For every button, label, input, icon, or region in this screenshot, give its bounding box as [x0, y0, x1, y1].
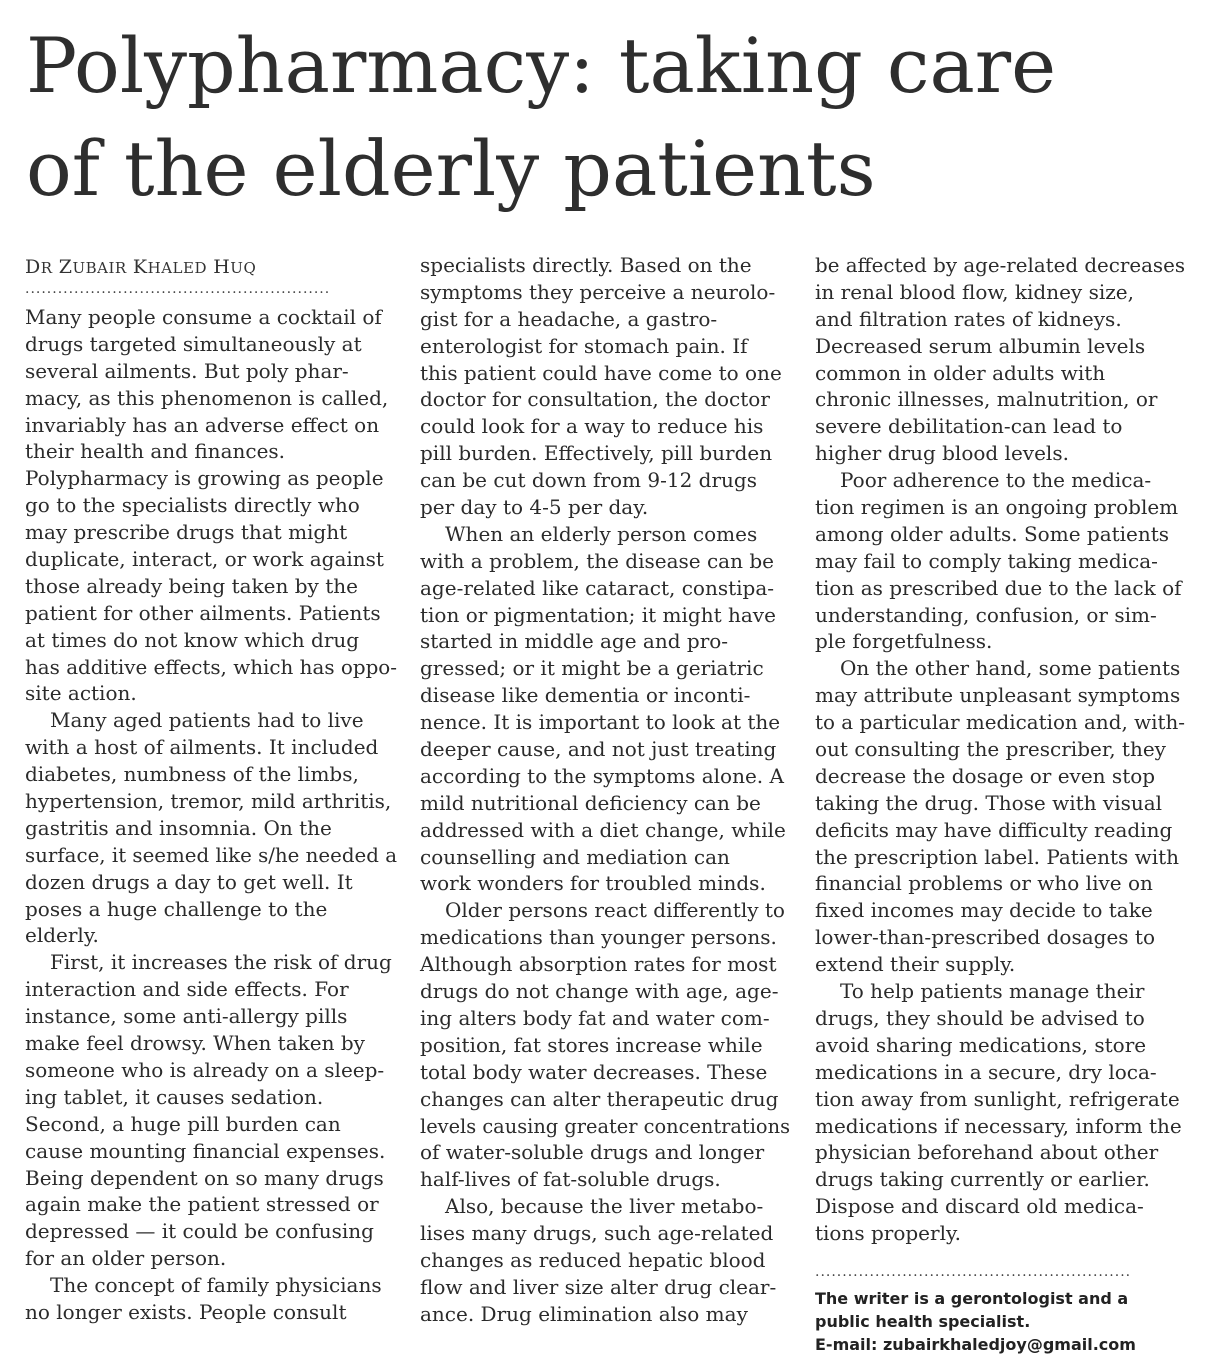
text-line: several ailments. But poly phar-: [25, 358, 349, 383]
byline: DR ZUBAIR KHALED HUQ: [25, 256, 257, 278]
text-line: the prescription label. Patients with: [815, 844, 1180, 869]
text-line: at times do not know which drug: [25, 627, 360, 652]
text-line: financial problems or who live on: [815, 871, 1153, 896]
text-line: site action.: [25, 681, 137, 706]
text-line: interaction and side effects. For: [25, 977, 349, 1002]
text-line: has additive effects, which has oppo-: [25, 654, 397, 679]
text-line: work wonders for troubled minds.: [420, 871, 766, 896]
text-line: half-lives of fat-soluble drugs.: [420, 1167, 721, 1192]
text-line: levels causing greater concentrations: [420, 1113, 790, 1138]
text-line: drugs, they should be advised to: [815, 1005, 1145, 1030]
text-line: patient for other ailments. Patients: [25, 600, 381, 625]
text-line: go to the specialists directly who: [25, 493, 360, 518]
text-line: fixed incomes may decide to take: [815, 898, 1153, 923]
text-line: age-related like cataract, constipa-: [420, 575, 775, 600]
text-line: mild nutritional deficiency can be: [420, 790, 761, 815]
text-line: When an elderly person comes: [445, 521, 758, 546]
author-note-line-2: public health specialist.: [815, 1311, 1031, 1331]
headline: [26, 14, 1056, 220]
text-line: with a host of ailments. It included: [25, 735, 379, 760]
text-line: ple forgetfulness.: [815, 629, 993, 654]
text-line: this patient could have come to one: [420, 360, 782, 385]
text-line: ing alters body fat and water com-: [420, 1005, 770, 1030]
text-line: diabetes, numbness of the limbs,: [25, 762, 359, 787]
text-line: again make the patient stressed or: [25, 1192, 379, 1217]
text-line: ance. Drug elimination also may: [420, 1301, 748, 1326]
text-line: decrease the dosage or even stop: [815, 763, 1156, 788]
text-line: started in middle age and pro-: [420, 629, 729, 654]
text-line: be affected by age-related decreases: [815, 253, 1185, 277]
text-line: counselling and mediation can: [420, 844, 730, 869]
text-line: Poor adherence to the medica-: [840, 468, 1152, 493]
text-line: Decreased serum albumin levels: [815, 333, 1146, 358]
text-line: changes can alter therapeutic drug: [420, 1086, 779, 1111]
text-line: changes as reduced hepatic blood: [420, 1247, 766, 1272]
text-line: drugs do not change with age, age-: [420, 979, 779, 1004]
text-line: medications than younger persons.: [420, 925, 777, 950]
text-line: Although absorption rates for most: [420, 952, 777, 977]
text-line: enterologist for stomach pain. If: [420, 333, 748, 358]
text-line: Polypharmacy is growing as people: [25, 466, 384, 491]
text-line: extend their supply.: [815, 952, 1016, 977]
text-line: tion regimen is an ongoing problem: [815, 495, 1179, 520]
text-line: Dispose and discard old medica-: [815, 1194, 1144, 1219]
text-line: lises many drugs, such age-related: [420, 1221, 774, 1246]
text-line: may prescribe drugs that might: [25, 520, 348, 545]
text-line: elderly.: [25, 923, 99, 948]
text-line: those already being taken by the: [25, 573, 358, 598]
column-2-body: [420, 252, 790, 1328]
text-line: physician beforehand about other: [815, 1140, 1159, 1165]
headline-line-1: Polypharmacy: taking care: [26, 21, 1057, 110]
text-line: Older persons react differently to: [445, 898, 785, 923]
author-note-line-1: The writer is a gerontologist and a: [815, 1288, 1129, 1308]
text-line: depressed — it could be confusing: [25, 1219, 374, 1244]
text-line: Many aged patients had to live: [50, 708, 364, 733]
text-line: dozen drugs a day to get well. It: [25, 869, 353, 894]
text-line: severe debilitation-can lead to: [815, 414, 1123, 439]
text-line: poses a huge challenge to the: [25, 896, 328, 921]
text-line: gist for a headache, a gastro-: [420, 306, 718, 331]
footer-rule: ..........................................................: [815, 1264, 1132, 1280]
text-line: of water-soluble drugs and longer: [420, 1140, 765, 1165]
text-line: someone who is already on a sleep-: [25, 1057, 385, 1082]
text-line: position, fat stores increase while: [420, 1032, 763, 1057]
text-line: total body water decreases. These: [420, 1059, 768, 1084]
text-line: specialists directly. Based on the: [420, 253, 752, 277]
text-line: duplicate, interact, or work against: [25, 547, 384, 572]
text-line: common in older adults with: [815, 360, 1106, 385]
text-line: with a problem, the disease can be: [420, 548, 774, 573]
text-line: Second, a huge pill burden can: [25, 1111, 341, 1136]
article-column-3: [815, 252, 1185, 1356]
text-line: instance, some anti-allergy pills: [25, 1004, 348, 1029]
column-1-body: [25, 304, 397, 1326]
text-line: hypertension, tremor, mild arthritis,: [25, 789, 392, 814]
text-line: could look for a way to reduce his: [420, 414, 764, 439]
text-line: to a particular medication and, with-: [815, 710, 1185, 735]
text-line: symptoms they perceive a neurolo-: [420, 279, 776, 304]
text-line: On the other hand, some patients: [840, 656, 1181, 681]
text-line: can be cut down from 9-12 drugs: [420, 468, 757, 493]
text-line: make feel drowsy. When taken by: [25, 1031, 365, 1056]
text-line: addressed with a diet change, while: [420, 817, 786, 842]
text-line: surface, it seemed like s/he needed a: [25, 842, 397, 867]
text-line: their health and finances.: [25, 439, 286, 464]
text-line: tion away from sunlight, refrigerate: [815, 1086, 1180, 1111]
text-line: To help patients manage their: [840, 979, 1145, 1004]
text-line: for an older person.: [25, 1246, 227, 1271]
text-line: medications in a secure, dry loca-: [815, 1059, 1157, 1084]
text-line: among older adults. Some patients: [815, 521, 1170, 546]
text-line: drugs targeted simultaneously at: [25, 331, 362, 356]
headline-line-2: of the elderly patients: [26, 124, 876, 213]
text-line: ing tablet, it causes sedation.: [25, 1084, 324, 1109]
text-line: tions properly.: [815, 1221, 961, 1246]
text-line: taking the drug. Those with visual: [815, 790, 1163, 815]
text-line: per day to 4-5 per day.: [420, 495, 649, 520]
column-3-body: [815, 252, 1185, 1247]
text-line: pill burden. Effectively, pill burden: [420, 441, 773, 466]
text-line: drugs taking currently or earlier.: [815, 1167, 1150, 1192]
text-line: deficits may have difficulty reading: [815, 817, 1173, 842]
text-line: may attribute unpleasant symptoms: [815, 683, 1181, 708]
text-line: doctor for consultation, the doctor: [420, 387, 770, 412]
text-line: and filtration rates of kidneys.: [815, 306, 1122, 331]
text-line: flow and liver size alter drug clear-: [420, 1274, 777, 1299]
text-line: tion as prescribed due to the lack of: [815, 575, 1182, 600]
text-line: according to the symptoms alone. A: [420, 763, 784, 788]
text-line: Being dependent on so many drugs: [25, 1165, 384, 1190]
text-line: Many people consume a cocktail of: [25, 305, 382, 329]
author-email: E-mail: zubairkhaledjoy@gmail.com: [815, 1334, 1136, 1354]
text-line: cause mounting financial expenses.: [25, 1138, 386, 1163]
byline-rule: ........................................................: [25, 282, 331, 297]
text-line: out consulting the prescriber, they: [815, 737, 1166, 762]
article-column-2: [420, 252, 790, 1328]
author-note: [815, 1287, 1185, 1356]
text-line: in renal blood flow, kidney size,: [815, 279, 1134, 304]
text-line: First, it increases the risk of drug: [50, 950, 392, 975]
text-line: avoid sharing medications, store: [815, 1032, 1147, 1057]
text-line: nence. It is important to look at the: [420, 710, 781, 735]
text-line: disease like dementia or inconti-: [420, 683, 751, 708]
text-line: medications if necessary, inform the: [815, 1113, 1182, 1138]
text-line: The concept of family physicians: [50, 1273, 382, 1298]
text-line: macy, as this phenomenon is called,: [25, 385, 389, 410]
text-line: lower-than-prescribed dosages to: [815, 925, 1155, 950]
article-column-1: [25, 252, 397, 1326]
text-line: chronic illnesses, malnutrition, or: [815, 387, 1158, 412]
text-line: deeper cause, and not just treating: [420, 737, 777, 762]
text-line: tion or pigmentation; it might have: [420, 602, 776, 627]
text-line: no longer exists. People consult: [25, 1299, 347, 1324]
text-line: gressed; or it might be a geriatric: [420, 656, 764, 681]
text-line: invariably has an adverse effect on: [25, 412, 380, 437]
text-line: Also, because the liver metabo-: [445, 1194, 764, 1219]
text-line: higher drug blood levels.: [815, 441, 1069, 466]
text-line: understanding, confusion, or sim-: [815, 602, 1157, 627]
text-line: may fail to comply taking medica-: [815, 548, 1158, 573]
text-line: gastritis and insomnia. On the: [25, 815, 332, 840]
